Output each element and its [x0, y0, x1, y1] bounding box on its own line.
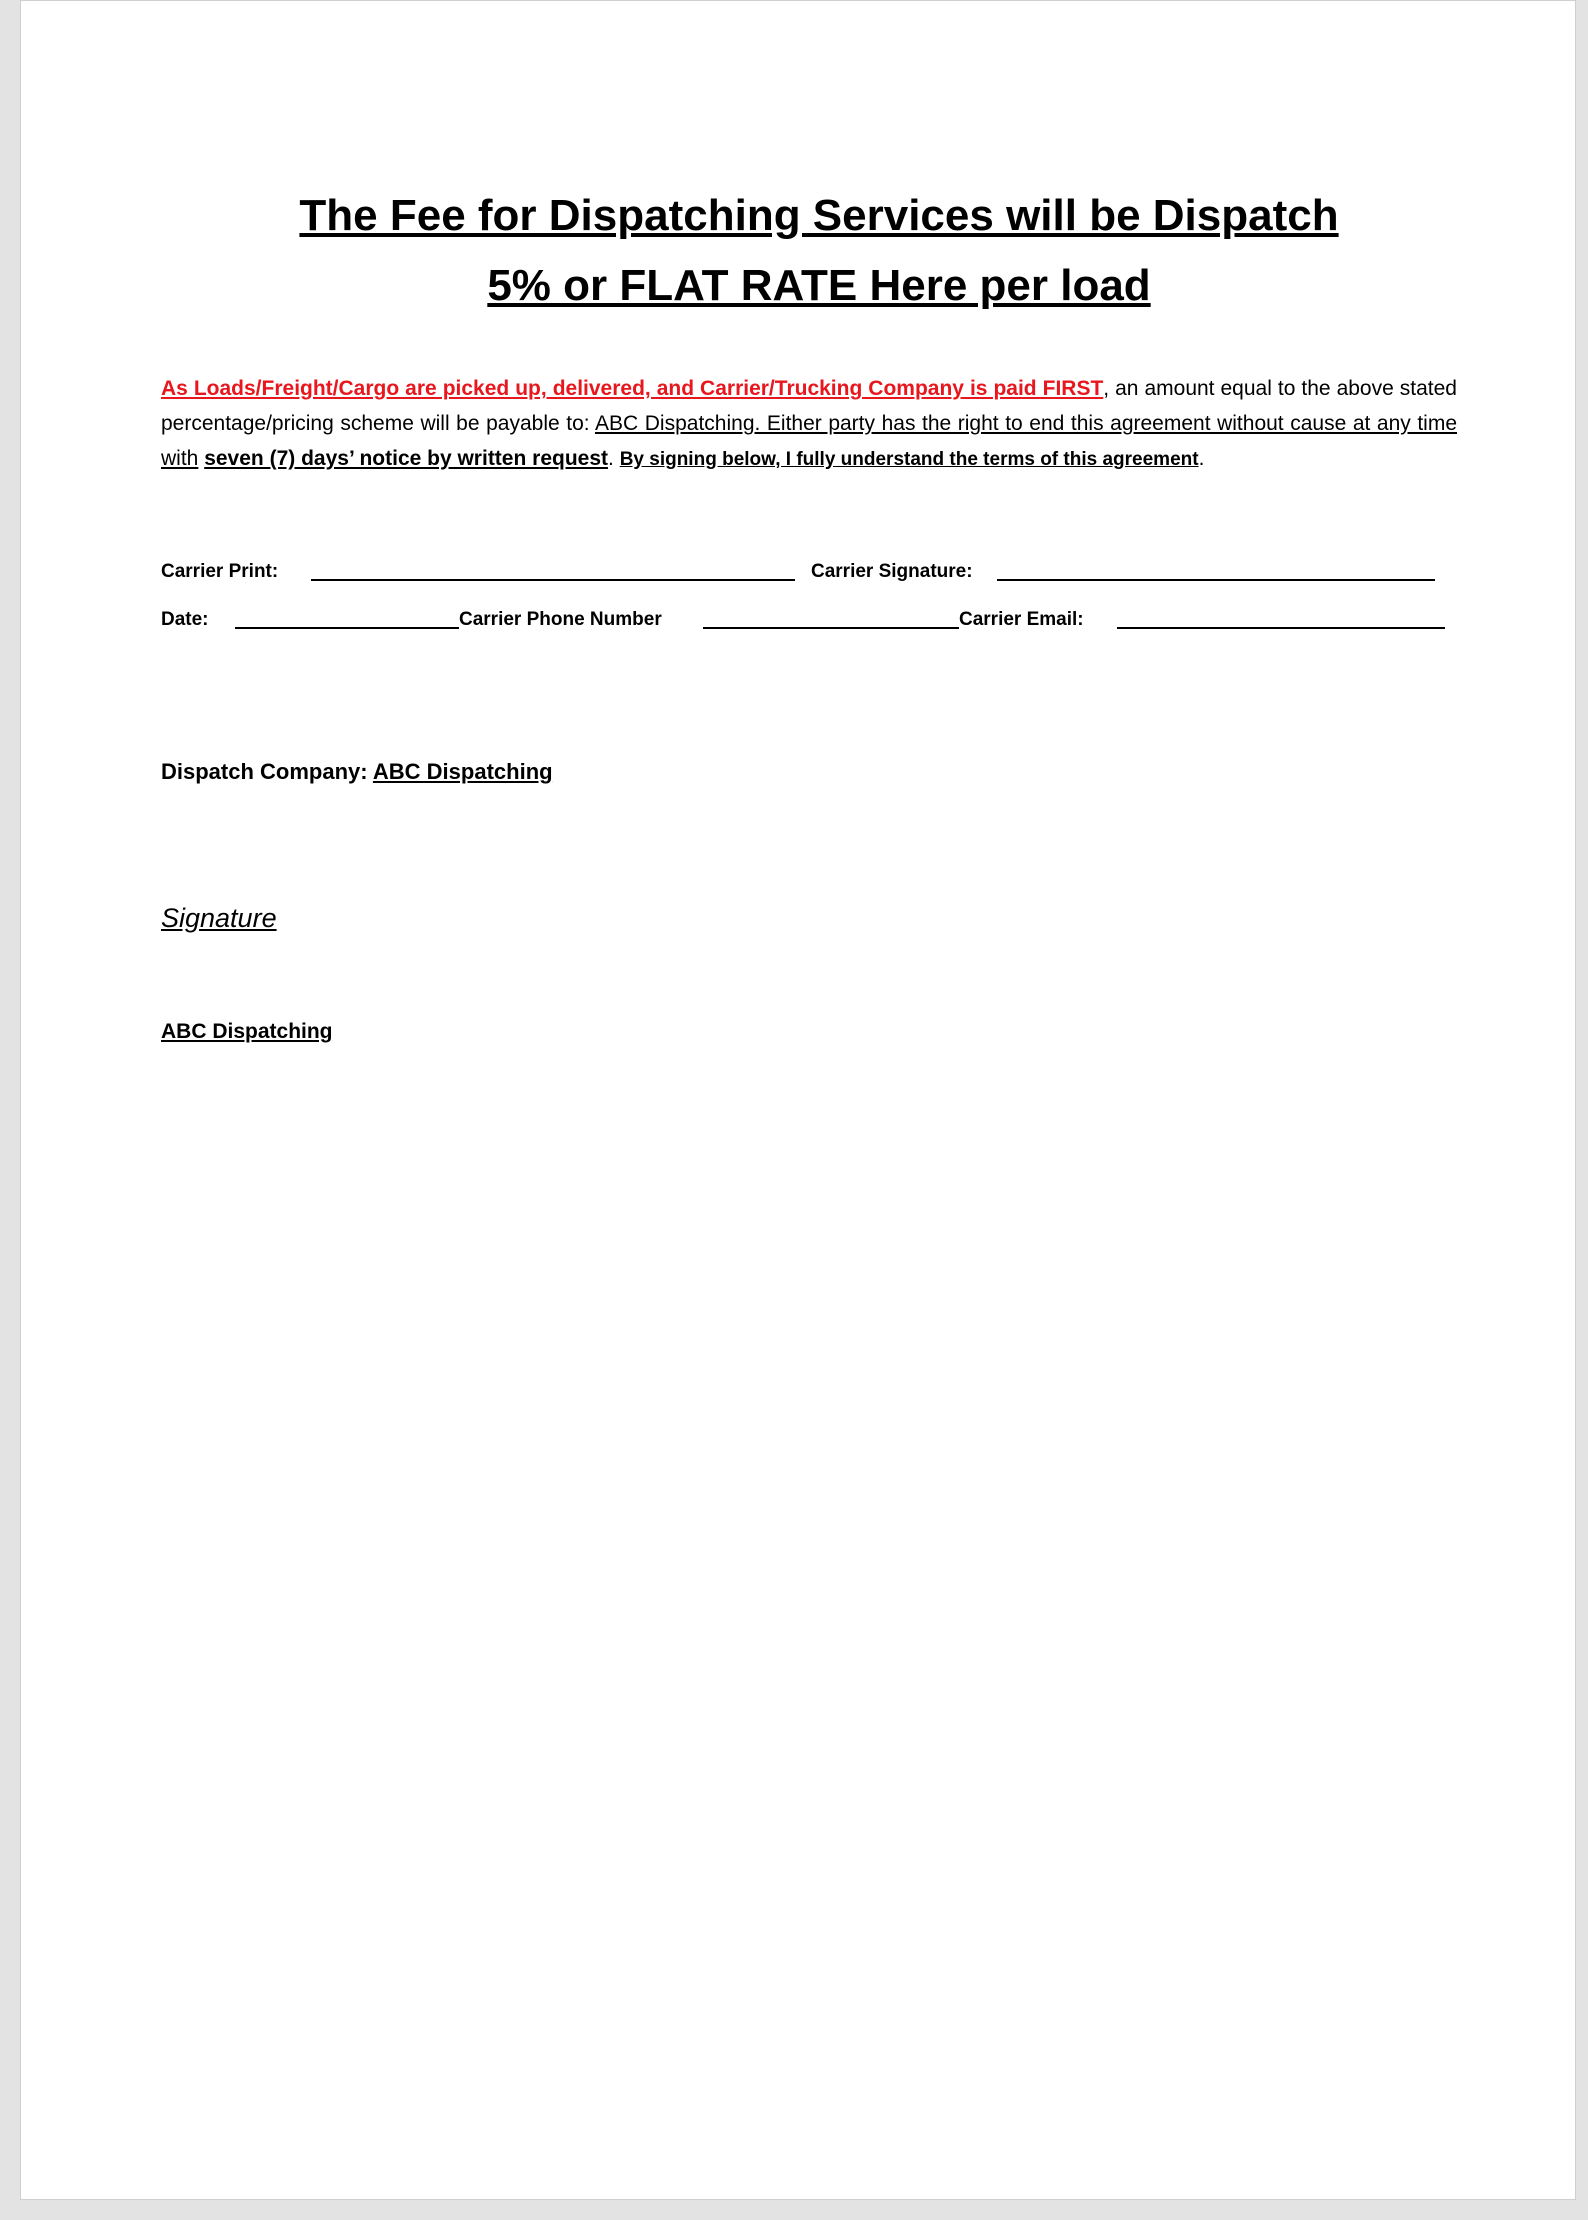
document-page: [20, 0, 1576, 2200]
carrier-signature-line[interactable]: [997, 555, 1435, 581]
agreement-paragraph: [161, 371, 1457, 477]
carrier-print-line[interactable]: [311, 555, 795, 581]
signature-label: Signature: [161, 903, 277, 933]
carrier-fields: [161, 535, 1457, 631]
signature-name: ABC Dispatching: [161, 1020, 333, 1043]
final-period: .: [1198, 447, 1205, 470]
carrier-signature-label: Carrier Signature:: [811, 561, 973, 582]
title-line-2: 5% or FLAT RATE Here per load: [487, 261, 1151, 310]
signing-text: By signing below, I fully understand the terms of this agreement: [619, 449, 1199, 470]
carrier-email-line[interactable]: [1117, 603, 1445, 629]
title-line-1: The Fee for Dispatching Services will be Dispatch: [299, 191, 1339, 240]
period: .: [608, 447, 620, 470]
payable-text: an amount equal to the above stated percentage/pricing scheme will be payable to:: [161, 377, 1457, 435]
carrier-print-label: Carrier Print:: [161, 561, 279, 582]
date-line[interactable]: [235, 603, 459, 629]
carrier-email-label: Carrier Email:: [959, 609, 1084, 630]
document-content: [161, 181, 1457, 1044]
notice-text: seven (7) days’ notice by written request: [204, 447, 609, 470]
page-title: [181, 181, 1457, 321]
field-row-1: [161, 535, 1457, 583]
dispatch-company-name: ABC Dispatching: [372, 759, 553, 784]
field-row-2: [161, 583, 1457, 631]
carrier-phone-label: Carrier Phone Number: [459, 609, 662, 630]
termination-text: ABC Dispatching. Either party has the right to end this agreement without cause at any time with: [161, 412, 1458, 470]
dispatch-company-label: Dispatch Company:: [161, 759, 373, 784]
date-label: Date:: [161, 609, 209, 630]
comma: ,: [1103, 377, 1110, 400]
dispatch-company: [161, 759, 1457, 785]
carrier-phone-line[interactable]: [703, 603, 959, 629]
payment-condition-text: As Loads/Freight/Cargo are picked up, delivered, and Carrier/Trucking Company is paid FIRST: [161, 377, 1104, 400]
